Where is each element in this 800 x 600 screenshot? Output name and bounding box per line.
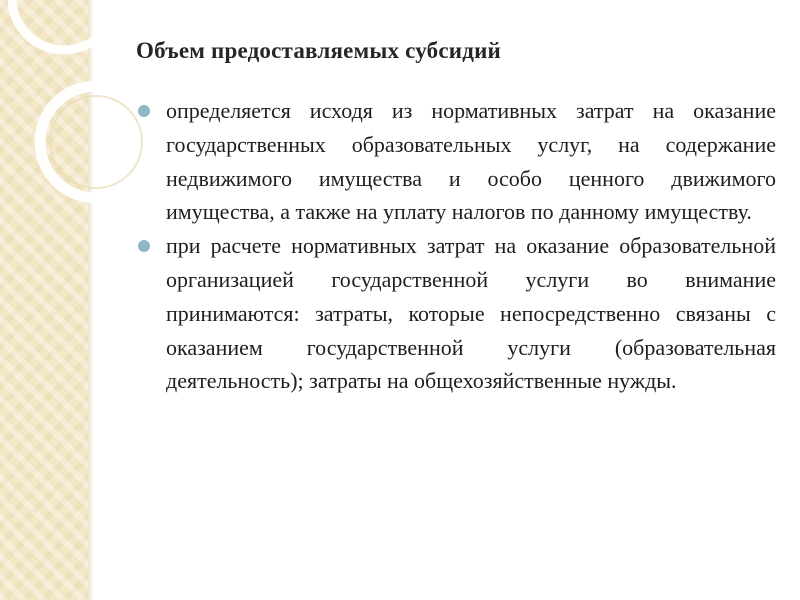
bullet-dot-icon [138, 105, 150, 117]
bullet-dot-icon [138, 240, 150, 252]
bullet-item-1 [134, 94, 776, 229]
bullet-list [134, 94, 776, 398]
bullet-text-1: определяется исходя из нормативных затрат на оказание государственных образовательных услуг, на содержание недвижимого имущества и особо ценного движимого имущества, а также на уплату налогов по данному имуществу. [166, 98, 776, 225]
ring-small-inner [50, 96, 142, 188]
bullet-text-2: при расчете нормативных затрат на оказание образовательной организацией государственной услуги во внимание принимаются: затраты, которые непосредственно связаны с оказанием государственной услуги (образовательная деятельность); затраты на общехозяйственные нужды. [166, 233, 776, 394]
ring-large [12, 0, 116, 50]
bullet-item-2 [134, 229, 776, 398]
slide-title: Объем предоставляемых субсидий [136, 38, 501, 63]
